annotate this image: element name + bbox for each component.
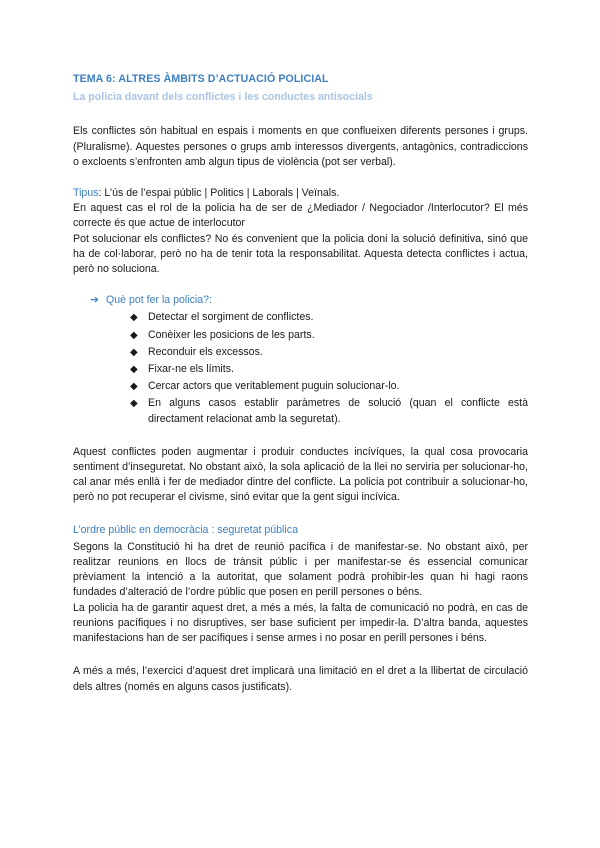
list-item: ◆ Detectar el sorgiment de conflictes. <box>130 310 528 325</box>
ordre-public-heading: L’ordre públic en democràcia : seguretat pública <box>73 523 298 536</box>
tipus-solucionar-paragraph: Pot solucionar els conflictes? No és convenient que la policia doni la solució definitiva, sinó que ha de col·laborar, però no ha de tenir tota la responsabilitat. Aquesta detecta conflictes i actua, però no soluciona. <box>73 232 528 276</box>
diamond-bullet-icon: ◆ <box>130 346 138 358</box>
list-item: ◆ En alguns casos establir paràmetres de solució (quan el conflicte està directament relacionat amb la seguretat). <box>130 397 528 425</box>
diamond-bullet-icon: ◆ <box>130 329 138 341</box>
conflictes-inciviques-paragraph: Aquest conflictes poden augmentar i produir conductes incívíques, la qual cosa provocaria sentiment d’inseguretat. No obstant això, la sola aplicació de la llei no serviria per solucionar-ho, cal anar més enllà i fer de mediador dintre del conflicte. La policia pot contribuir a solucionar-ho, però no pot recuperar el civisme, sinó evitar que la gent sigui incívica. <box>73 445 528 504</box>
diamond-bullet-icon: ◆ <box>130 364 138 376</box>
que-pot-fer-heading-text: Què pot fer la policia?: <box>106 294 212 307</box>
constitucio-paragraph: Segons la Constitució hi ha dret de reunió pacífica i de manifestar-se. No obstant això, per realitzar reunions en llocs de trànsit públic i per manifestar-se és essencial comunicar prèviament la intenció a la autoritat, que solament podrà prohibir-les quan hi hagi raons fundades d’alteració de l’ordre públic que posen en perill persones o béns. <box>73 540 528 599</box>
que-pot-fer-list <box>90 310 528 426</box>
diamond-bullet-icon: ◆ <box>130 398 138 410</box>
tipus-section <box>73 186 528 277</box>
garantir-dret-paragraph: La policia ha de garantir aquest dret, a més a més, la falta de comunicació no podrà, en cas de reunions pacífiques i no disruptives, ser base suficient per impedir-la. D’altra banda, aquestes manifestacions han de ser pacífiques i sense armes i no posar en perill persones i béns. <box>73 601 528 645</box>
tipus-line <box>73 186 528 201</box>
page-subtitle: La policia davant dels conflictes i les conductes antisocials <box>73 91 373 104</box>
diamond-bullet-icon: ◆ <box>130 381 138 393</box>
que-pot-fer-section <box>73 293 528 427</box>
tipus-text: : L’ús de l’espai públic | Politics | Laborals | Veïnals. <box>98 187 340 200</box>
list-item: ◆ Cercar actors que veritablement puguin solucionar-lo. <box>130 379 528 394</box>
list-item: ◆ Fixar-ne els límits. <box>130 362 528 377</box>
diamond-bullet-icon: ◆ <box>130 312 138 324</box>
page-title: TEMA 6: ALTRES ÀMBITS D’ACTUACIÓ POLICIAL <box>73 73 329 85</box>
que-pot-fer-heading <box>90 293 528 308</box>
arrow-right-icon: ➔ <box>90 294 99 307</box>
intro-paragraph: Els conflictes són habitual en espais i moments en que conflueixen diferents persones i grups. (Pluralisme). Aquestes persones o grups amb interessos divergents, antagònics, contradiccions o excloents s’enfronten amb algun tipus de violència (pot ser verbal). <box>73 125 528 168</box>
limitacio-circulacio-paragraph: A més a més, l’exercici d’aquest dret implicarà una limitació en el dret a la llibertat de circulació dels altres (només en alguns casos justificats). <box>73 665 528 693</box>
list-item: ◆ Conèixer les posicions de les parts. <box>130 328 528 343</box>
list-item: ◆ Reconduir els excessos. <box>130 345 528 360</box>
tipus-rol-paragraph: En aquest cas el rol de la policia ha de ser de ¿Mediador / Negociador /Interlocutor? El més correcte és que actue de interlocutor <box>73 202 528 230</box>
tipus-label: Tipus <box>73 187 99 200</box>
